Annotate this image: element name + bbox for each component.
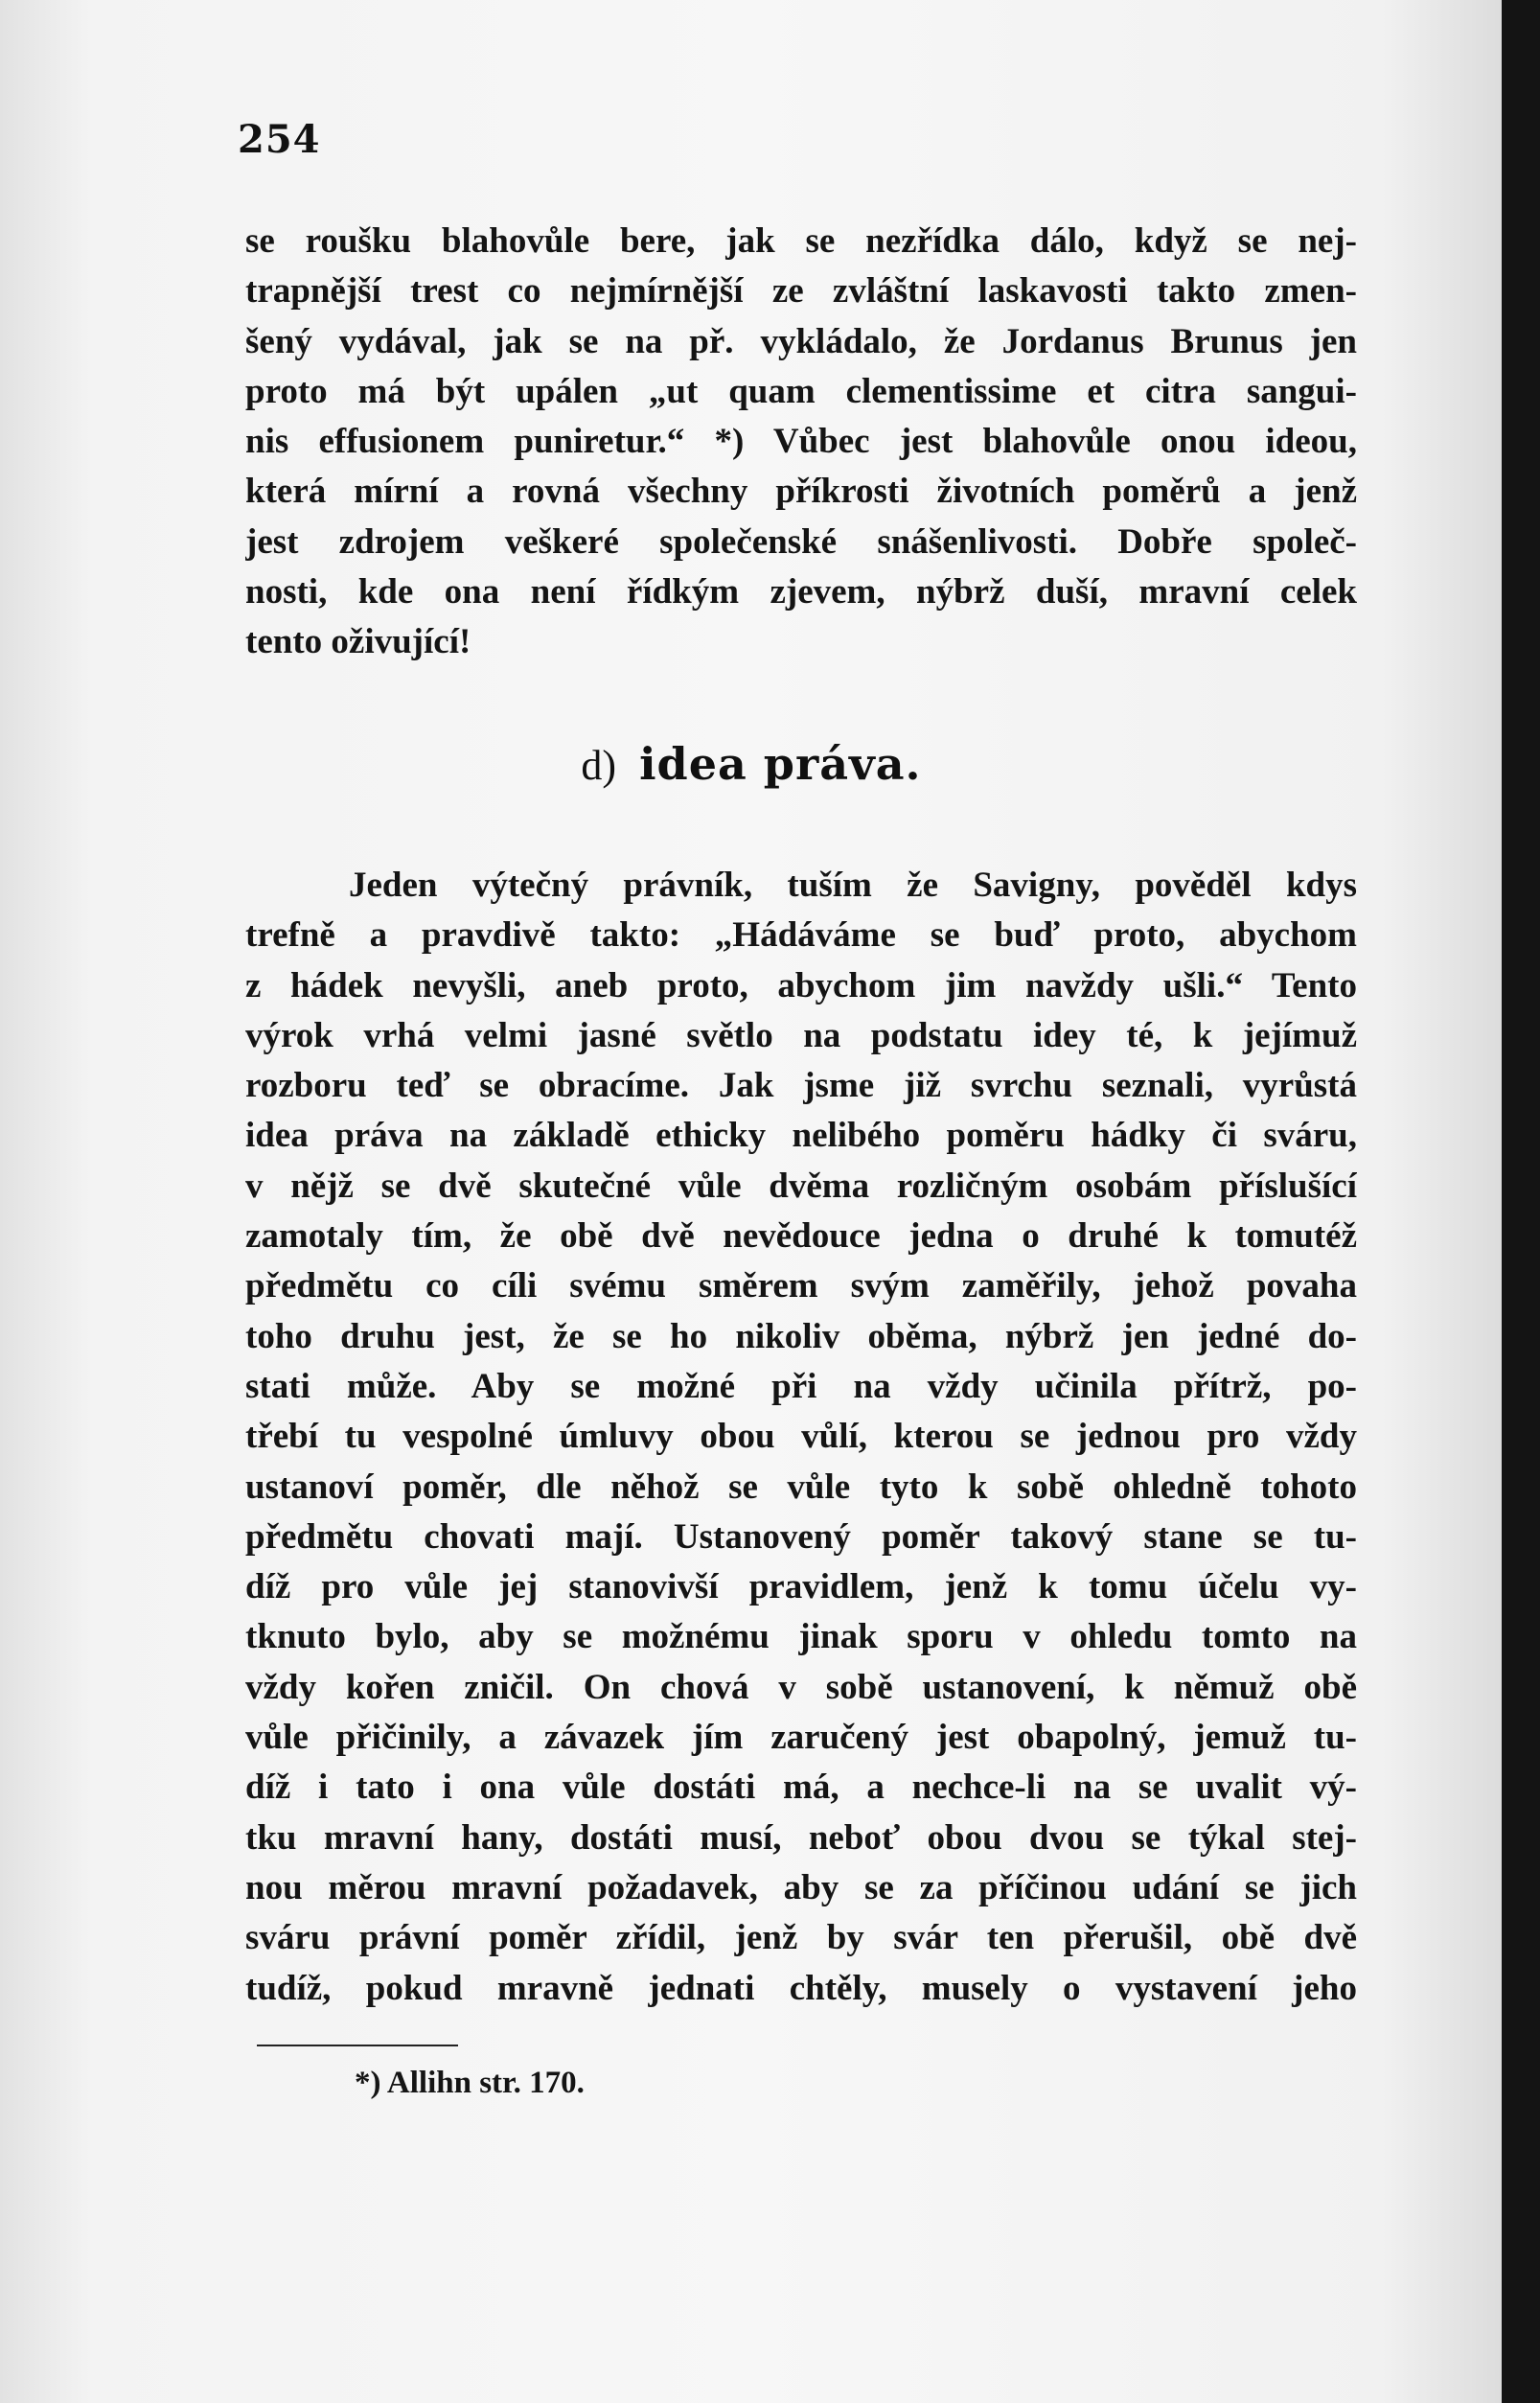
paragraph-1	[245, 217, 1357, 668]
paragraph-2-line: trefně a pravdivě takto: „Hádáváme se buď proto, abychom	[245, 915, 1357, 956]
paragraph-1-line: trapnější trest co nejmírnější ze zvláštní laskavosti takto zmen-	[245, 271, 1357, 312]
scan-edge-shadow	[1502, 0, 1540, 2403]
section-title: idea práva.	[639, 738, 922, 790]
paragraph-2-line: díž pro vůle jej stanovivší pravidlem, jenž k tomu účelu vy-	[245, 1567, 1357, 1607]
paragraph-2-line: zamotaly tím, že obě dvě nevědouce jedna o druhé k tomutéž	[245, 1216, 1357, 1257]
paragraph-2-line: ustanoví poměr, dle něhož se vůle tyto k sobě ohledně tohoto	[245, 1467, 1357, 1507]
page-number: 254	[238, 117, 321, 162]
paragraph-2-line: nou měrou mravní požadavek, aby se za příčinou udání se jich	[245, 1867, 1357, 1907]
paragraph-2-line: idea práva na základě ethicky nelibého poměru hádky či sváru,	[245, 1116, 1357, 1156]
paragraph-2-line: tku mravní hany, dostáti musí, neboť obou dvou se týkal stej-	[245, 1817, 1357, 1858]
paragraph-2	[245, 861, 1357, 2014]
paragraph-2-line: díž i tato i ona vůle dostáti má, a nechce-li na se uvalit vý-	[245, 1768, 1357, 1808]
paragraph-1-line: proto má být upálen „ut quam clementissime et citra sangui-	[245, 371, 1357, 411]
paragraph-2-line: tudíž, pokud mravně jednati chtěly, musely o vystavení jeho	[245, 1968, 1357, 2008]
paragraph-2-line: toho druhu jest, že se ho nikoliv oběma, nýbrž jen jedné do-	[245, 1316, 1357, 1356]
paragraph-1-line: nosti, kde ona není řídkým zjevem, nýbrž duší, mravní celek	[245, 572, 1357, 612]
paragraph-2-line: vždy kořen zničil. On chová v sobě ustanovení, k němuž obě	[245, 1667, 1357, 1707]
paragraph-2-line: stati může. Aby se možné při na vždy učinila přítrž, po-	[245, 1366, 1357, 1406]
paragraph-2-line: třebí tu vespolné úmluvy obou vůlí, kterou se jednou pro vždy	[245, 1417, 1357, 1457]
section-heading	[0, 738, 1503, 790]
paragraph-2-line: vůle přičinily, a závazek jím zaručený jest obapolný, jemuž tu-	[245, 1718, 1357, 1758]
footnote-divider	[257, 2045, 458, 2046]
footnote: *) Allihn str. 170.	[355, 2066, 585, 2100]
paragraph-2-line: předmětu co cíli svému směrem svým zaměřily, jehož povaha	[245, 1266, 1357, 1306]
paragraph-2-line: tknuto bylo, aby se možnému jinak sporu v ohledu tomto na	[245, 1617, 1357, 1657]
paragraph-2-line: předmětu chovati mají. Ustanovený poměr takový stane se tu-	[245, 1516, 1357, 1557]
paragraph-2-line: výrok vrhá velmi jasné světlo na podstatu idey té, k jejímuž	[245, 1015, 1357, 1055]
section-letter: d)	[581, 742, 617, 789]
paragraph-1-line: tento oživující!	[245, 622, 471, 662]
paragraph-1-line: jest zdrojem veškeré společenské snášenlivosti. Dobře společ-	[245, 521, 1357, 562]
paragraph-2-line: z hádek nevyšli, aneb proto, abychom jim navždy ušli.“ Tento	[245, 965, 1357, 1005]
paragraph-1-line: šený vydával, jak se na př. vykládalo, že Jordanus Brunus jen	[245, 321, 1357, 361]
paragraph-2-line: rozboru teď se obracíme. Jak jsme již svrchu seznali, vyrůstá	[245, 1066, 1357, 1106]
paragraph-1-line: nis effusionem puniretur.“ *) Vůbec jest blahovůle onou ideou,	[245, 422, 1357, 462]
paragraph-1-line: která mírní a rovná všechny příkrosti životních poměrů a jenž	[245, 472, 1357, 512]
paragraph-2-line: Jeden výtečný právník, tuším že Savigny, pověděl kdys	[349, 866, 1357, 905]
paragraph-2-line: sváru právní poměr zřídil, jenž by svár ten přerušil, obě dvě	[245, 1918, 1357, 1958]
paragraph-2-line: v nějž se dvě skutečné vůle dvěma rozličným osobám příslušící	[245, 1166, 1357, 1206]
paragraph-1-line: se roušku blahovůle bere, jak se nezřídka dálo, když se nej-	[245, 221, 1357, 261]
